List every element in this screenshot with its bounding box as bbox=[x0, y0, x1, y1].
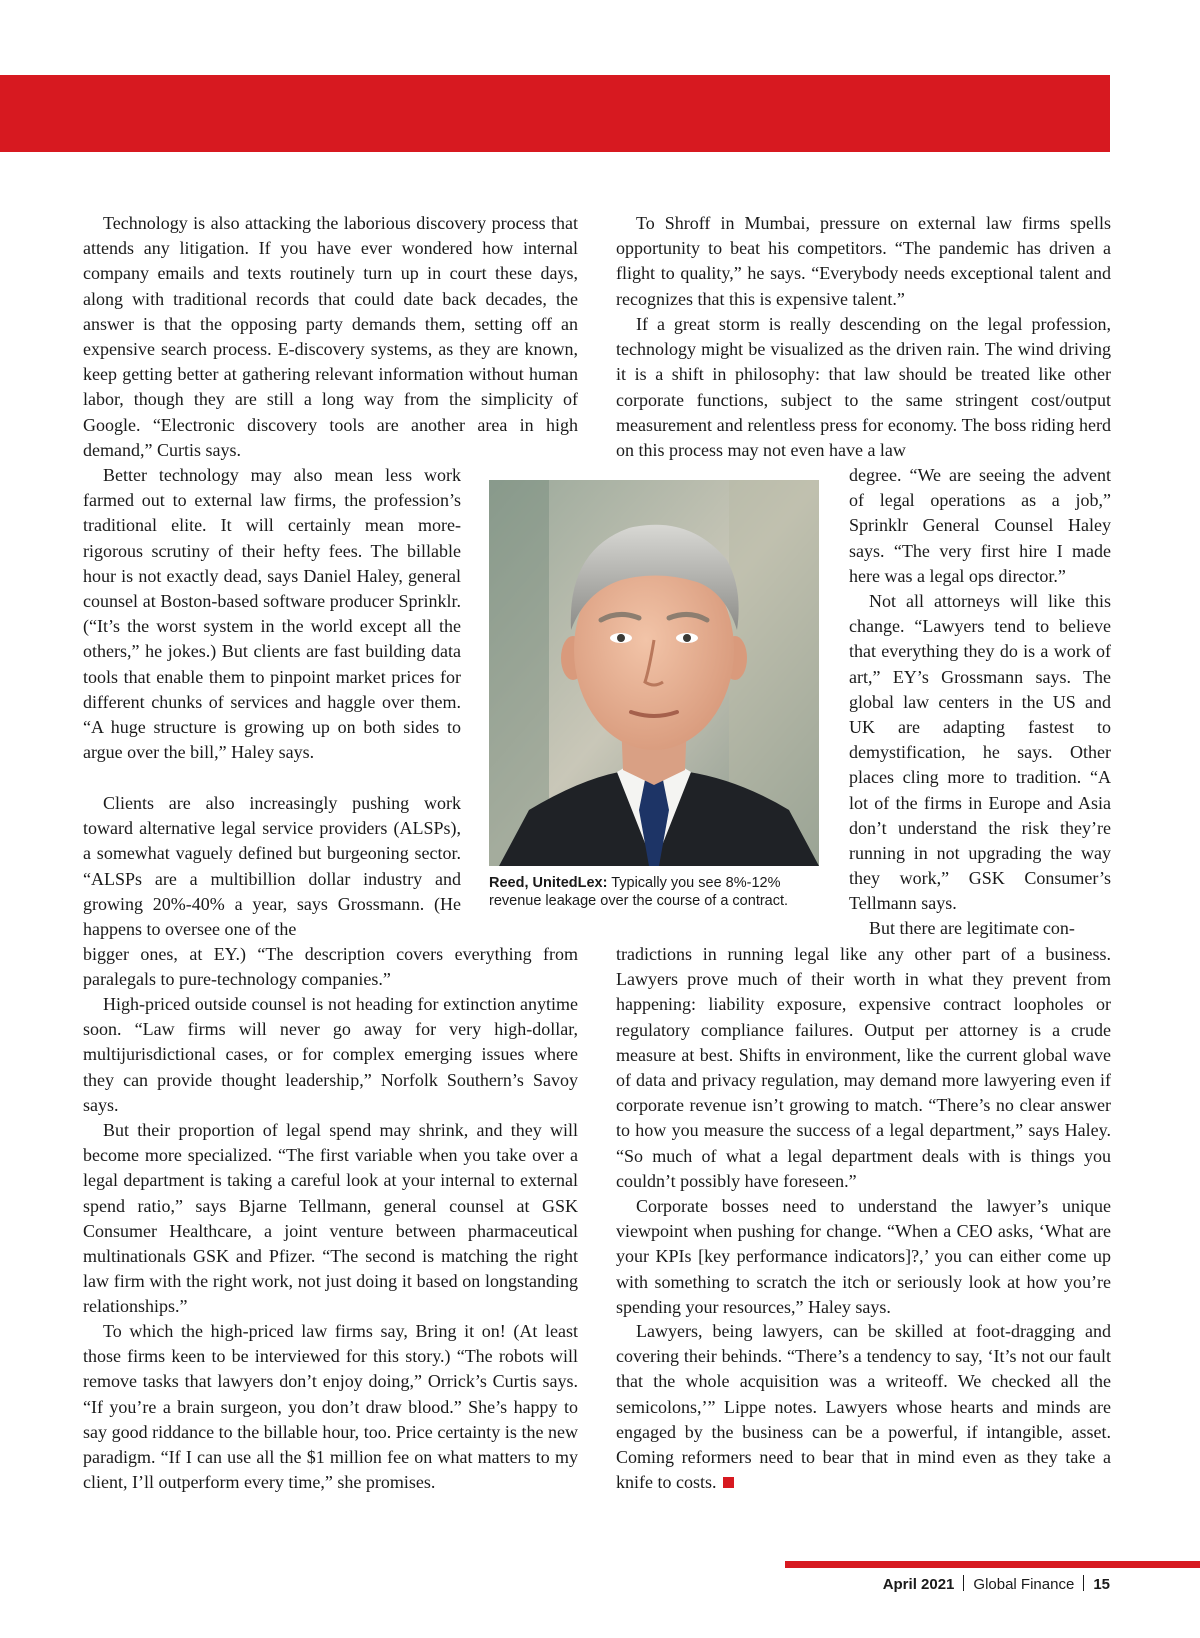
body-paragraph: If a great storm is really descending on the legal profession, technology might be visualized as the driven rain. The wind driving it is a shift in philosophy: that law should be treated like other corporate functions, subject to the same stringent cost/output measurement and relentless press for economy. The boss riding herd on this process may not even have a law bbox=[616, 314, 1111, 461]
body-paragraph: tradictions in running legal like any other part of a business. Lawyers prove much of their worth in what they prevent from happening: liability exposure, expensive contract loopholes or regulatory compliance failures. Output per attorney is a crude measure at best. Shifts in environment, like the current global wave of data and privacy regulation, may demand more lawyering even if corporate revenue isn’t growing to match. “There’s no clear answer to how you measure the success of a legal department,” says Haley. “So much of what a legal department deals with is things you couldn’t possibly have foreseen.” bbox=[616, 944, 1111, 1191]
body-paragraph: Clients are also increasingly pushing work toward alternative legal service providers (ALSPs), a somewhat vaguely defined but burgeoning sector. “ALSPs are a multibillion dollar industry and growing 20%-40% a year, says Grossmann. (He happens to oversee one of the bbox=[83, 793, 461, 940]
body-paragraph: Technology is also attacking the laborious discovery process that attends any litigation. If you have ever wondered how internal company emails and texts routinely turn up in court these days, along with traditional records that could date back decades, the answer is that the opposing party demands them, setting off an expensive search process. E-discovery systems, as they are known, keep getting better at gathering relevant information without human labor, though they are still a long way from the simplicity of Google. “Electronic discovery tools are another area in high demand,” Curtis says. bbox=[83, 213, 578, 460]
body-paragraph bbox=[616, 1319, 1111, 1495]
caption-text: Typically you see 8%-12% revenue leakage over the course of a contract. bbox=[489, 875, 789, 909]
body-paragraph: But their proportion of legal spend may shrink, and they will become more specialized. “The first variable when you take over a legal department is taking a careful look at your internal to external spend ratio,” says Bjarne Tellmann, general counsel at GSK Consumer Healthcare, a joint venture between pharmaceutical multinationals GSK and Pfizer. “The second is matching the right law firm with the right work, not just doing it based on longstanding relationships.” bbox=[83, 1120, 578, 1317]
body-paragraph: Not all attorneys will like this change. “Lawyers tend to believe that everything they do is a work of art,” EY’s Grossmann says. The global law centers in the US and UK are adapting fastest to demystification, he says. Other places cling more to tradition. “A lot of the firms in Europe and Asia don’t understand the risk they’re running in not upgrading the way they work,” GSK Consumer’s Tellmann says. bbox=[849, 591, 1111, 914]
page-number: 15 bbox=[1093, 1576, 1110, 1593]
page-footer bbox=[820, 1575, 1110, 1593]
end-of-article-mark bbox=[723, 1477, 734, 1488]
body-paragraph: To Shroff in Mumbai, pressure on external law firms spells opportunity to beat his competitors. “The pandemic has driven a flight to quality,” he says. “Everybody needs exceptional talent and recognizes that this is expensive talent.” bbox=[616, 213, 1111, 309]
caption-lead: Reed, UnitedLex: bbox=[489, 875, 608, 891]
header-accent-bar bbox=[0, 75, 1110, 152]
body-paragraph: But there are legitimate con- bbox=[869, 918, 1075, 938]
footer-accent-rule bbox=[785, 1561, 1200, 1568]
body-paragraph: Corporate bosses need to understand the lawyer’s unique viewpoint when pushing for change. “When a CEO asks, ‘What are your KPIs [key performance indicators]?,’ you can either come up with something to scratch the itch or seriously look at how you’re spending your resources,” Haley says. bbox=[616, 1196, 1111, 1317]
body-paragraph: bigger ones, at EY.) “The description covers everything from paralegals to pure-technology companies.” bbox=[83, 944, 578, 990]
body-paragraph: To which the high-priced law firms say, Bring it on! (At least those firms keen to be interviewed for this story.) “The robots will remove tasks that lawyers don’t enjoy doing,” Orrick’s Curtis says. “If you’re a brain surgeon, you don’t draw blood.” She’s happy to say good riddance to the billable hour, too. Price certainty is the new paradigm. “If I can use all the $1 million fee on what matters to my client, I’ll outperform every time,” she promises. bbox=[83, 1321, 578, 1493]
body-paragraph-text: Lawyers, being lawyers, can be skilled at foot-dragging and covering their behinds. “There’s a tendency to say, ‘It’s not our fault that the whole acquisition was a writeoff. We checked all the semicolons,’” Lippe notes. Lawyers whose hearts and minds are engaged by the business can be a powerful, if intangible, asset. Coming reformers need to bear that in mind even as they take a knife to costs. bbox=[616, 1321, 1111, 1493]
photo-caption bbox=[489, 874, 829, 910]
footer-separator bbox=[963, 1575, 964, 1591]
body-paragraph: degree. “We are seeing the advent of legal operations as a job,” Sprinklr General Counsel Haley says. “The very first hire I made here was a legal ops director.” bbox=[849, 465, 1111, 586]
footer-publication: Global Finance bbox=[973, 1576, 1075, 1593]
portrait-photo bbox=[489, 480, 819, 866]
body-paragraph: High-priced outside counsel is not heading for extinction anytime soon. “Law firms will never go away for very high-dollar, multijurisdictional cases, or for complex emerging issues where they can provide thought leadership,” Norfolk Southern’s Savoy says. bbox=[83, 994, 578, 1115]
portrait-illustration bbox=[489, 480, 819, 866]
body-paragraph: Better technology may also mean less work farmed out to external law firms, the profession’s traditional elite. It will certainly mean more-rigorous scrutiny of their hefty fees. The billable hour is not exactly dead, says Daniel Haley, general counsel at Boston-based software producer Sprinklr. (“It’s the worst system in the world except all the others,” he jokes.) But clients are fast building data tools that enable them to pinpoint market prices for different chunks of services and haggle over them. “A huge structure is growing up on both sides to argue over the bill,” Haley says. bbox=[83, 465, 461, 763]
footer-date: April 2021 bbox=[882, 1576, 955, 1593]
footer-separator bbox=[1083, 1575, 1084, 1591]
